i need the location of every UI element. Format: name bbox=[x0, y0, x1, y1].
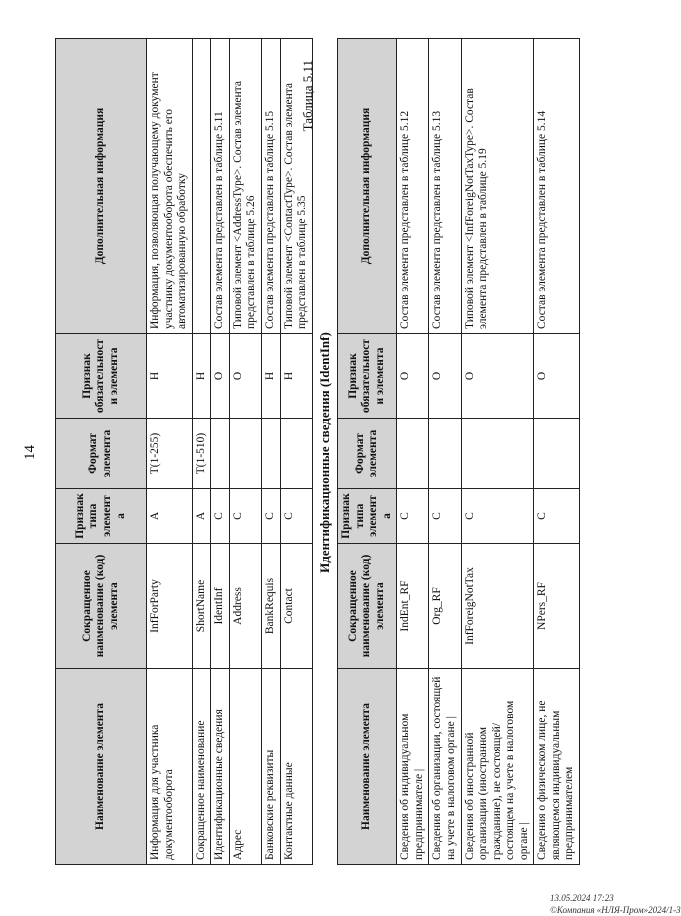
table-row bbox=[397, 39, 429, 865]
header-cell: Дополнительная информация bbox=[338, 39, 397, 334]
element-code-cell: Address bbox=[229, 544, 261, 669]
ident-info-table bbox=[337, 38, 580, 865]
element-name-cell: Сокращенное наименование bbox=[192, 669, 211, 865]
element-format-cell: T(1-510) bbox=[192, 419, 211, 489]
header-cell: Признак типа элемента bbox=[56, 489, 147, 544]
table-row bbox=[429, 39, 461, 865]
element-info-cell: Состав элемента представлен в таблице 5.13 bbox=[429, 39, 461, 334]
element-name-cell: Контактные данные bbox=[280, 669, 312, 865]
table-row bbox=[147, 39, 193, 865]
element-type-cell: С bbox=[461, 489, 534, 544]
participant-info-table bbox=[55, 38, 313, 865]
table-row bbox=[461, 39, 534, 865]
element-format-cell bbox=[534, 419, 580, 489]
element-code-cell: ShortName bbox=[192, 544, 211, 669]
table-row bbox=[280, 39, 312, 865]
stamp-source: ©Компания «НЛЯ-Пром»2024/1-3 bbox=[550, 904, 681, 915]
element-type-cell: С bbox=[534, 489, 580, 544]
element-info-cell: Типовой элемент <InfForeigNotTaxType>. Состав элемента представлен в таблице 5.19 bbox=[461, 39, 534, 334]
element-format-cell bbox=[429, 419, 461, 489]
element-code-cell: Contact bbox=[280, 544, 312, 669]
element-type-cell: С bbox=[429, 489, 461, 544]
element-name-cell: Сведения об иностранной организации (иностранном гражданине), не состоящей/состоящем на учете в налоговом органе | bbox=[461, 669, 534, 865]
element-name-cell: Сведения об индивидуальном предпринимателе | bbox=[397, 669, 429, 865]
element-info-cell: Состав элемента представлен в таблице 5.15 bbox=[261, 39, 280, 334]
table-caption: Таблица 5.11 bbox=[300, 60, 315, 132]
stamp-date: 13.05.2024 17:23 bbox=[550, 893, 614, 903]
table-row bbox=[534, 39, 580, 865]
element-info-cell: Типовой элемент <ContactType>. Состав элемента представлен в таблице 5.35 bbox=[280, 39, 312, 334]
element-required-cell: Н bbox=[192, 334, 211, 419]
element-info-cell: Состав элемента представлен в таблице 5.14 bbox=[534, 39, 580, 334]
element-info-cell: Состав элемента представлен в таблице 5.11 bbox=[211, 39, 230, 334]
element-type-cell: С bbox=[397, 489, 429, 544]
element-type-cell: А bbox=[192, 489, 211, 544]
element-format-cell bbox=[461, 419, 534, 489]
element-name-cell: Идентификационные сведения bbox=[211, 669, 230, 865]
element-type-cell: С bbox=[229, 489, 261, 544]
element-code-cell: BankRequis bbox=[261, 544, 280, 669]
element-format-cell bbox=[261, 419, 280, 489]
element-info-cell: Информация, позволяющая получающему документ участнику документооборота обеспечить его автоматизированную обработку bbox=[147, 39, 193, 334]
element-type-cell: С bbox=[261, 489, 280, 544]
element-info-cell: Типовой элемент <AddressType>. Состав элемента представлен в таблице 5.26 bbox=[229, 39, 261, 334]
element-code-cell: NPers_RF bbox=[534, 544, 580, 669]
element-required-cell: О bbox=[429, 334, 461, 419]
element-name-cell: Информация для участника документооборота bbox=[147, 669, 193, 865]
element-type-cell: С bbox=[211, 489, 230, 544]
header-cell: Признак типа элемента bbox=[338, 489, 397, 544]
element-code-cell: Org_RF bbox=[429, 544, 461, 669]
element-format-cell bbox=[229, 419, 261, 489]
table-title: Идентификационные сведения (IdentInf) bbox=[317, 332, 332, 573]
element-name-cell: Сведения об организации, состоящей на учете в налоговом органе | bbox=[429, 669, 461, 865]
element-code-cell: IndEnt_RF bbox=[397, 544, 429, 669]
element-name-cell: Сведения о физическом лице, не являющемся индивидуальным предпринимателем bbox=[534, 669, 580, 865]
element-type-cell: С bbox=[280, 489, 312, 544]
header-cell: Признак обязательности элемента bbox=[56, 334, 147, 419]
element-required-cell: О bbox=[229, 334, 261, 419]
element-code-cell: InfForParty bbox=[147, 544, 193, 669]
element-format-cell bbox=[211, 419, 230, 489]
element-name-cell: Адрес bbox=[229, 669, 261, 865]
table-row bbox=[261, 39, 280, 865]
page-number: 14 bbox=[22, 445, 38, 460]
element-name-cell: Банковские реквизиты bbox=[261, 669, 280, 865]
element-required-cell: О bbox=[534, 334, 580, 419]
element-code-cell: InfForeigNotTax bbox=[461, 544, 534, 669]
element-required-cell: О bbox=[211, 334, 230, 419]
header-cell: Сокращенное наименование (код) элемента bbox=[338, 544, 397, 669]
element-info-cell: Состав элемента представлен в таблице 5.12 bbox=[397, 39, 429, 334]
header-cell: Наименование элемента bbox=[56, 669, 147, 865]
header-cell: Наименование элемента bbox=[338, 669, 397, 865]
table-row bbox=[211, 39, 230, 865]
table-row bbox=[192, 39, 211, 865]
header-cell: Признак обязательности элемента bbox=[338, 334, 397, 419]
document-stamp bbox=[550, 873, 681, 915]
header-cell: Формат элемента bbox=[338, 419, 397, 489]
table-header-row bbox=[338, 39, 397, 865]
element-required-cell: О bbox=[461, 334, 534, 419]
element-info-cell bbox=[192, 39, 211, 334]
element-format-cell bbox=[397, 419, 429, 489]
element-format-cell: T(1-255) bbox=[147, 419, 193, 489]
table-row bbox=[229, 39, 261, 865]
element-type-cell: А bbox=[147, 489, 193, 544]
element-required-cell: Н bbox=[280, 334, 312, 419]
element-format-cell bbox=[280, 419, 312, 489]
element-code-cell: IdentInf bbox=[211, 544, 230, 669]
header-cell: Дополнительная информация bbox=[56, 39, 147, 334]
element-required-cell: Н bbox=[147, 334, 193, 419]
table-header-row bbox=[56, 39, 147, 865]
element-required-cell: Н bbox=[261, 334, 280, 419]
element-required-cell: О bbox=[397, 334, 429, 419]
header-cell: Формат элемента bbox=[56, 419, 147, 489]
header-cell: Сокращенное наименование (код) элемента bbox=[56, 544, 147, 669]
